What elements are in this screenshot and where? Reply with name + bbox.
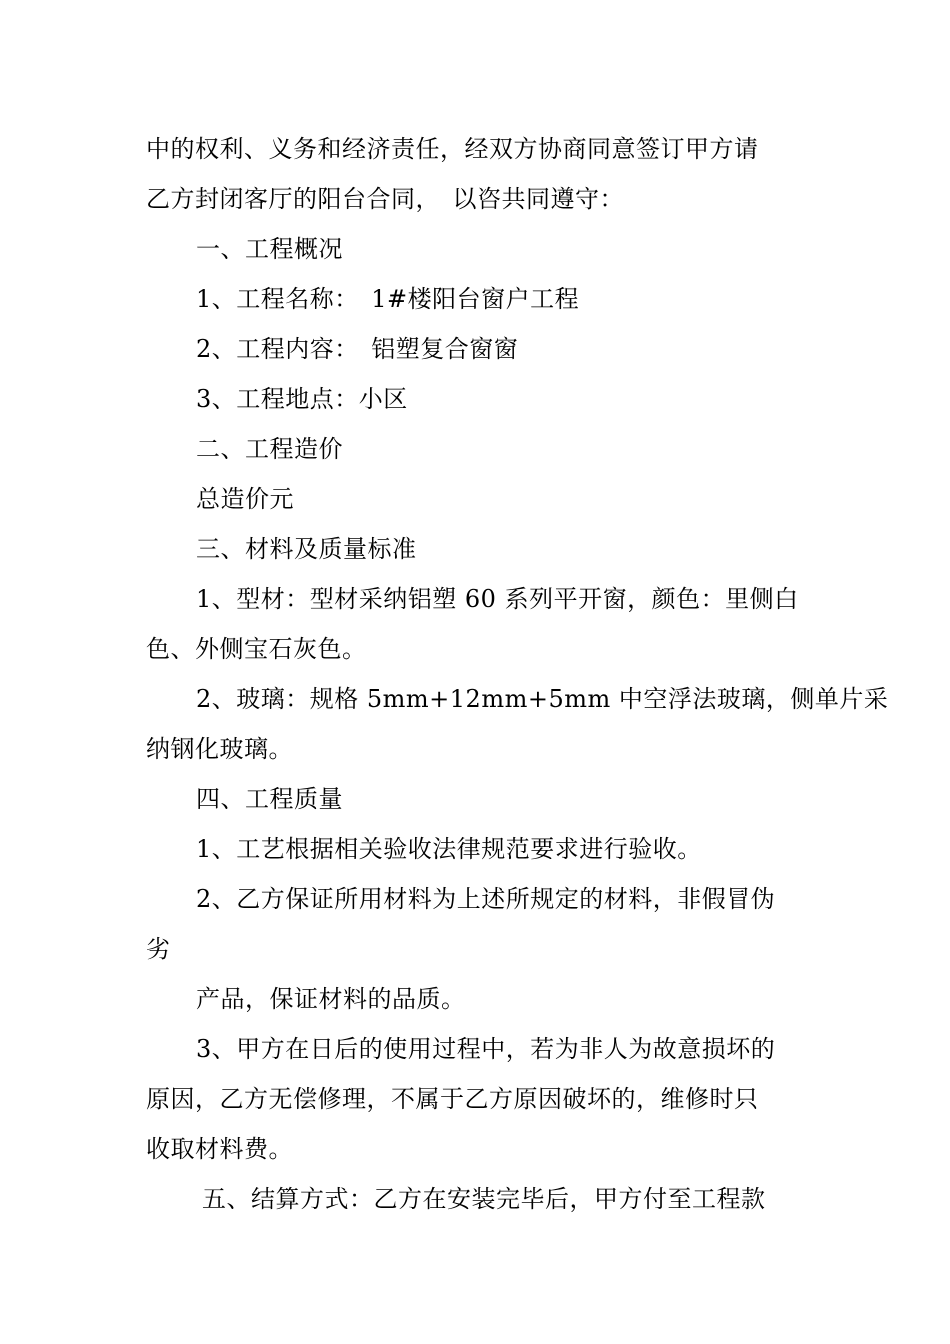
paragraph-line: 总造价元 xyxy=(196,485,294,513)
list-item: 3、工程地点：小区 xyxy=(196,385,408,413)
list-item: 1、工程名称： 1#楼阳台窗户工程 xyxy=(196,285,580,313)
paragraph-line: 纳钢化玻璃。 xyxy=(146,735,293,763)
list-item: 3、甲方在日后的使用过程中，若为非人为故意损坏的 xyxy=(196,1035,776,1063)
list-item: 2、玻璃：规格 5mm+12mm+5mm 中空浮法玻璃，侧单片采 xyxy=(196,685,889,713)
section-heading: 二、工程造价 xyxy=(196,435,343,463)
section-heading: 四、工程质量 xyxy=(196,785,343,813)
paragraph-line: 原因，乙方无偿修理，不属于乙方原因破坏的，维修时只 xyxy=(146,1085,759,1113)
paragraph-line: 色、外侧宝石灰色。 xyxy=(146,635,367,663)
paragraph-line: 产品，保证材料的品质。 xyxy=(196,985,466,1013)
section-heading: 五、结算方式：乙方在安装完毕后，甲方付至工程款 xyxy=(202,1185,766,1213)
list-item: 2、乙方保证所用材料为上述所规定的材料，非假冒伪 xyxy=(196,885,776,913)
paragraph-line: 中的权利、义务和经济责任，经双方协商同意签订甲方请 xyxy=(146,135,759,163)
paragraph-line: 劣 xyxy=(146,935,171,963)
list-item: 1、型材：型材采纳铝塑 60 系列平开窗，颜色：里侧白 xyxy=(196,585,799,613)
list-item: 2、工程内容： 铝塑复合窗窗 xyxy=(196,335,519,363)
section-heading: 三、材料及质量标准 xyxy=(196,535,417,563)
list-item: 1、工艺根据相关验收法律规范要求进行验收。 xyxy=(196,835,702,863)
paragraph-line: 收取材料费。 xyxy=(146,1135,293,1163)
paragraph-line: 乙方封闭客厅的阳台合同， 以咨共同遵守： xyxy=(146,185,624,213)
section-heading: 一、工程概况 xyxy=(196,235,343,263)
